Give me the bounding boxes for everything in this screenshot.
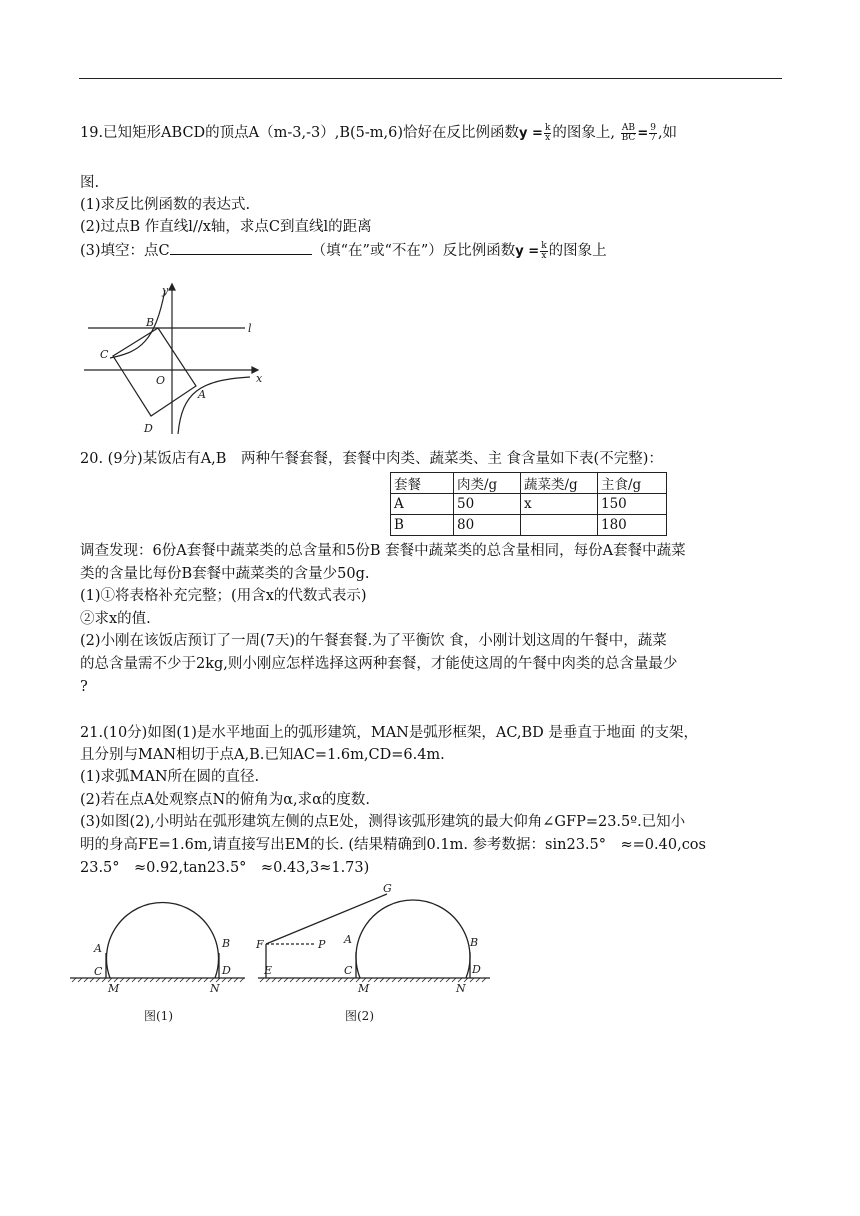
point-label-g: G <box>383 882 392 895</box>
point-label-n: N <box>210 982 220 995</box>
q19-func-y: y = <box>519 126 543 141</box>
axis-label-y: y <box>162 284 169 297</box>
point-label-d: D <box>144 422 153 435</box>
point-label-a: A <box>198 388 206 401</box>
point-label-f: F <box>256 938 264 951</box>
table-cell: 150 <box>598 494 667 515</box>
table-cell-blank[interactable] <box>521 515 598 536</box>
meal-table <box>390 472 667 536</box>
point-label-m: M <box>358 982 370 995</box>
point-label-a: A <box>94 942 102 955</box>
q19-figure <box>80 282 270 437</box>
q21-figure-2 <box>250 880 495 1030</box>
q20-intro: 20. (9分)某饭店有A,B 两种午餐套餐，套餐中肉类、蔬菜类、主 食含量如下表(不完整)： <box>80 451 663 467</box>
point-label-e: E <box>264 964 273 977</box>
table-header-row <box>391 473 667 494</box>
q21-part3b: 明的身高FE=1.6m,请直接写出EM的长. (结果精确到0.1m. 参考数据：sin23.5° ≈=0.40,cos <box>80 837 706 853</box>
table-cell: 80 <box>454 515 521 536</box>
q20-part1b: ②求x的值. <box>80 611 151 627</box>
table-cell: x <box>521 494 598 515</box>
table-header: 蔬菜类/g <box>521 473 598 494</box>
figure-2-caption: 图(2) <box>345 1009 374 1023</box>
q21-figure-1 <box>70 895 250 1035</box>
point-label-n: N <box>456 982 466 995</box>
table-cell: A <box>391 494 454 515</box>
axis-label-x: x <box>256 372 263 385</box>
q19-line1: 19.已知矩形ABCD的顶点A（m-3,-3）,B(5-m,6)恰好在反比例函数y = $\frac{k}{x}$ 的图象上, $\frac{AB}{BC}$ = $\frac{9}{7}$ ,如 <box>80 122 678 143</box>
table-cell: B <box>391 515 454 536</box>
point-label-d: D <box>472 963 481 976</box>
q19-line2: 图. <box>80 175 100 191</box>
header-rule <box>79 78 782 79</box>
point-label-c: C <box>94 965 103 978</box>
point-label-c: C <box>100 348 109 361</box>
table-header: 肉类/g <box>454 473 521 494</box>
table-header: 主食/g <box>598 473 667 494</box>
q21-part1: (1)求弧MAN所在圆的直径. <box>80 769 260 785</box>
q21-line1: 21.(10分)如图(1)是水平地面上的弧形建筑，MAN是弧形框架，AC,BD 是垂直于地面 的支架， <box>80 725 699 741</box>
table-cell: 180 <box>598 515 667 536</box>
table-header: 套餐 <box>391 473 454 494</box>
point-label-d: D <box>222 964 231 977</box>
q20-part2b: 的总含量需不少于2kg,则小刚应怎样选择这两种套餐，才能使这周的午餐中肉类的总含量最少 <box>80 656 678 672</box>
q19-part3: (3)填空：点C （填“在”或“不在”）反比例函数y = $\frac{k}{x}$ 的图象上 <box>80 240 607 261</box>
point-label-p: P <box>318 938 326 951</box>
q19-func-frac: $\frac{k}{x}$ <box>544 122 551 143</box>
q19-part2: (2)过点B 作直线l//x轴，求点C到直线l的距离 <box>80 219 372 235</box>
point-label-m: M <box>108 982 120 995</box>
q20-line1: 调查发现：6份A套餐中蔬菜类的总含量和5份B 套餐中蔬菜类的总含量相同，每份A套餐中蔬菜 <box>80 543 686 559</box>
q19-ratio-frac: $\frac{AB}{BC}$ <box>621 122 636 143</box>
q19-ratio-value: $\frac{9}{7}$ <box>650 122 656 143</box>
table-row <box>391 494 667 515</box>
q21-part3c: 23.5° ≈0.92,tan23.5° ≈0.43,3≈1.73) <box>80 860 370 876</box>
q20-line2: 类的含量比每份B套餐中蔬菜类的含量少50g. <box>80 566 370 582</box>
table-row <box>391 515 667 536</box>
table-cell: 50 <box>454 494 521 515</box>
q21-line2: 且分别与MAN相切于点A,B.已知AC=1.6m,CD=6.4m. <box>80 747 445 763</box>
point-label-c: C <box>344 964 353 977</box>
point-label-b: B <box>222 937 231 950</box>
q20-part1a: (1)①将表格补充完整；(用含x的代数式表示) <box>80 588 367 604</box>
point-label-b: B <box>470 936 479 949</box>
answer-blank[interactable] <box>170 240 312 255</box>
point-label-a: A <box>344 933 352 946</box>
q19-part1: (1)求反比例函数的表达式. <box>80 197 251 213</box>
origin-label: O <box>156 374 166 387</box>
q21-part3a: (3)如图(2),小明站在弧形建筑左侧的点E处，测得该弧形建筑的最大仰角∠GFP=23.5º.已知小 <box>80 814 686 830</box>
q20-part2c: ? <box>80 679 88 695</box>
q20-part2a: (2)小刚在该饭店预订了一周(7天)的午餐套餐.为了平衡饮 食，小刚计划这周的午餐中，蔬菜 <box>80 633 667 649</box>
line-label-l: l <box>248 322 252 335</box>
point-label-b: B <box>146 316 155 329</box>
q21-part2: (2)若在点A处观察点N的俯角为α,求α的度数. <box>80 792 370 808</box>
figure-1-caption: 图(1) <box>144 1009 173 1023</box>
